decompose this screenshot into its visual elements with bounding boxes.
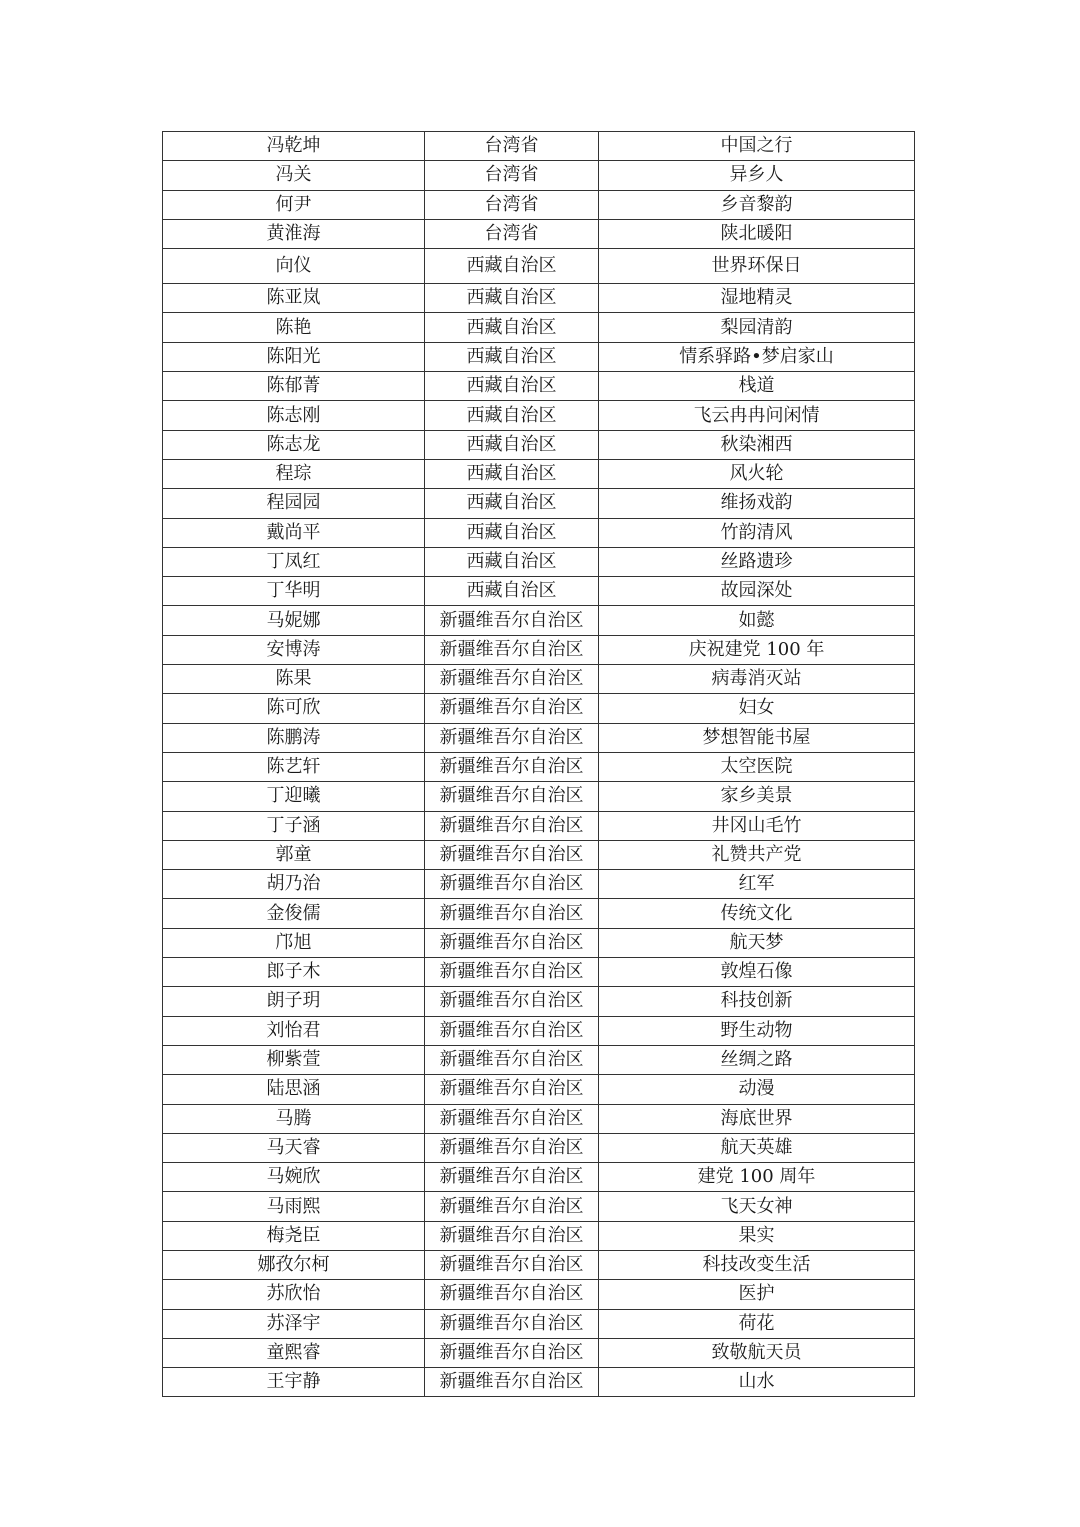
region-cell: 新疆维吾尔自治区 bbox=[425, 1016, 599, 1045]
region-cell: 新疆维吾尔自治区 bbox=[425, 1309, 599, 1338]
region-cell: 新疆维吾尔自治区 bbox=[425, 782, 599, 811]
work-title-cell: 红军 bbox=[599, 870, 915, 899]
author-name-cell: 刘怡君 bbox=[163, 1016, 425, 1045]
region-cell: 西藏自治区 bbox=[425, 459, 599, 488]
author-name-cell: 马妮娜 bbox=[163, 606, 425, 635]
region-cell: 西藏自治区 bbox=[425, 401, 599, 430]
author-name-cell: 安博涛 bbox=[163, 635, 425, 664]
author-name-cell: 陈亚岚 bbox=[163, 284, 425, 313]
author-name-cell: 丁华明 bbox=[163, 577, 425, 606]
author-name-cell: 陈艳 bbox=[163, 313, 425, 342]
author-name-cell: 王宇静 bbox=[163, 1368, 425, 1397]
table-row bbox=[163, 190, 915, 219]
author-name-cell: 马雨熙 bbox=[163, 1192, 425, 1221]
region-cell: 新疆维吾尔自治区 bbox=[425, 870, 599, 899]
table-row bbox=[163, 401, 915, 430]
work-title-cell: 航天梦 bbox=[599, 928, 915, 957]
work-title-cell: 情系驿路•梦启家山 bbox=[599, 342, 915, 371]
region-cell: 西藏自治区 bbox=[425, 518, 599, 547]
author-name-cell: 马腾 bbox=[163, 1104, 425, 1133]
work-title-cell: 航天英雄 bbox=[599, 1133, 915, 1162]
region-cell: 新疆维吾尔自治区 bbox=[425, 1075, 599, 1104]
table-row bbox=[163, 782, 915, 811]
work-title-cell: 妇女 bbox=[599, 694, 915, 723]
table-row bbox=[163, 1368, 915, 1397]
region-cell: 新疆维吾尔自治区 bbox=[425, 665, 599, 694]
region-cell: 新疆维吾尔自治区 bbox=[425, 1045, 599, 1074]
table-row bbox=[163, 928, 915, 957]
author-name-cell: 郭童 bbox=[163, 840, 425, 869]
work-title-cell: 野生动物 bbox=[599, 1016, 915, 1045]
table-row bbox=[163, 547, 915, 576]
author-name-cell: 陈鹏涛 bbox=[163, 723, 425, 752]
region-cell: 新疆维吾尔自治区 bbox=[425, 1250, 599, 1279]
table-row bbox=[163, 752, 915, 781]
table-row bbox=[163, 811, 915, 840]
work-title-cell: 陕北暖阳 bbox=[599, 219, 915, 248]
table-row bbox=[163, 1016, 915, 1045]
work-title-cell: 病毒消灭站 bbox=[599, 665, 915, 694]
author-name-cell: 丁凤红 bbox=[163, 547, 425, 576]
work-title-cell: 果实 bbox=[599, 1221, 915, 1250]
work-title-cell: 乡音黎韵 bbox=[599, 190, 915, 219]
region-cell: 西藏自治区 bbox=[425, 489, 599, 518]
region-cell: 西藏自治区 bbox=[425, 430, 599, 459]
work-title-cell: 医护 bbox=[599, 1280, 915, 1309]
table-row bbox=[163, 1221, 915, 1250]
work-title-cell: 竹韵清风 bbox=[599, 518, 915, 547]
work-title-cell: 风火轮 bbox=[599, 459, 915, 488]
region-cell: 新疆维吾尔自治区 bbox=[425, 752, 599, 781]
work-title-cell: 井冈山毛竹 bbox=[599, 811, 915, 840]
author-name-cell: 郎子木 bbox=[163, 958, 425, 987]
region-cell: 新疆维吾尔自治区 bbox=[425, 723, 599, 752]
work-title-cell: 科技创新 bbox=[599, 987, 915, 1016]
work-title-cell: 致敬航天员 bbox=[599, 1338, 915, 1367]
award-list-table bbox=[162, 131, 915, 1397]
region-cell: 台湾省 bbox=[425, 190, 599, 219]
author-name-cell: 向仪 bbox=[163, 249, 425, 284]
award-list-body bbox=[163, 132, 915, 1397]
region-cell: 新疆维吾尔自治区 bbox=[425, 635, 599, 664]
work-title-cell: 飞天女神 bbox=[599, 1192, 915, 1221]
author-name-cell: 戴尚平 bbox=[163, 518, 425, 547]
author-name-cell: 金俊儒 bbox=[163, 899, 425, 928]
work-title-cell: 家乡美景 bbox=[599, 782, 915, 811]
author-name-cell: 陈艺轩 bbox=[163, 752, 425, 781]
work-title-cell: 山水 bbox=[599, 1368, 915, 1397]
table-row bbox=[163, 1280, 915, 1309]
table-row bbox=[163, 1309, 915, 1338]
author-name-cell: 陈郁菁 bbox=[163, 372, 425, 401]
region-cell: 新疆维吾尔自治区 bbox=[425, 899, 599, 928]
table-row bbox=[163, 518, 915, 547]
author-name-cell: 苏泽宇 bbox=[163, 1309, 425, 1338]
region-cell: 新疆维吾尔自治区 bbox=[425, 1338, 599, 1367]
table-row bbox=[163, 284, 915, 313]
region-cell: 台湾省 bbox=[425, 161, 599, 190]
region-cell: 台湾省 bbox=[425, 219, 599, 248]
table-row bbox=[163, 1192, 915, 1221]
work-title-cell: 传统文化 bbox=[599, 899, 915, 928]
author-name-cell: 黄淮海 bbox=[163, 219, 425, 248]
work-title-cell: 湿地精灵 bbox=[599, 284, 915, 313]
region-cell: 新疆维吾尔自治区 bbox=[425, 1192, 599, 1221]
author-name-cell: 童熙睿 bbox=[163, 1338, 425, 1367]
author-name-cell: 邝旭 bbox=[163, 928, 425, 957]
table-row bbox=[163, 987, 915, 1016]
author-name-cell: 何尹 bbox=[163, 190, 425, 219]
table-row bbox=[163, 1163, 915, 1192]
region-cell: 西藏自治区 bbox=[425, 372, 599, 401]
author-name-cell: 陈志龙 bbox=[163, 430, 425, 459]
region-cell: 西藏自治区 bbox=[425, 284, 599, 313]
region-cell: 新疆维吾尔自治区 bbox=[425, 1280, 599, 1309]
author-name-cell: 胡乃治 bbox=[163, 870, 425, 899]
table-row bbox=[163, 161, 915, 190]
author-name-cell: 陈可欣 bbox=[163, 694, 425, 723]
table-row bbox=[163, 249, 915, 284]
table-row bbox=[163, 899, 915, 928]
table-row bbox=[163, 1250, 915, 1279]
region-cell: 西藏自治区 bbox=[425, 342, 599, 371]
region-cell: 新疆维吾尔自治区 bbox=[425, 1104, 599, 1133]
work-title-cell: 梦想智能书屋 bbox=[599, 723, 915, 752]
region-cell: 新疆维吾尔自治区 bbox=[425, 1133, 599, 1162]
author-name-cell: 苏欣怡 bbox=[163, 1280, 425, 1309]
work-title-cell: 秋染湘西 bbox=[599, 430, 915, 459]
region-cell: 新疆维吾尔自治区 bbox=[425, 1368, 599, 1397]
work-title-cell: 世界环保日 bbox=[599, 249, 915, 284]
author-name-cell: 陈阳光 bbox=[163, 342, 425, 371]
work-title-cell: 海底世界 bbox=[599, 1104, 915, 1133]
work-title-cell: 科技改变生活 bbox=[599, 1250, 915, 1279]
region-cell: 西藏自治区 bbox=[425, 547, 599, 576]
work-title-cell: 维扬戏韵 bbox=[599, 489, 915, 518]
region-cell: 新疆维吾尔自治区 bbox=[425, 928, 599, 957]
table-row bbox=[163, 577, 915, 606]
region-cell: 台湾省 bbox=[425, 132, 599, 161]
author-name-cell: 冯乾坤 bbox=[163, 132, 425, 161]
table-row bbox=[163, 1104, 915, 1133]
author-name-cell: 娜孜尔柯 bbox=[163, 1250, 425, 1279]
work-title-cell: 动漫 bbox=[599, 1075, 915, 1104]
region-cell: 新疆维吾尔自治区 bbox=[425, 1221, 599, 1250]
region-cell: 西藏自治区 bbox=[425, 313, 599, 342]
table-row bbox=[163, 606, 915, 635]
work-title-cell: 中国之行 bbox=[599, 132, 915, 161]
region-cell: 新疆维吾尔自治区 bbox=[425, 606, 599, 635]
work-title-cell: 故园深处 bbox=[599, 577, 915, 606]
author-name-cell: 丁迎曦 bbox=[163, 782, 425, 811]
table-row bbox=[163, 430, 915, 459]
author-name-cell: 程园园 bbox=[163, 489, 425, 518]
table-row bbox=[163, 372, 915, 401]
table-row bbox=[163, 1045, 915, 1074]
work-title-cell: 敦煌石像 bbox=[599, 958, 915, 987]
work-title-cell: 栈道 bbox=[599, 372, 915, 401]
region-cell: 西藏自治区 bbox=[425, 577, 599, 606]
work-title-cell: 庆祝建党 100 年 bbox=[599, 635, 915, 664]
table-row bbox=[163, 313, 915, 342]
table-row bbox=[163, 958, 915, 987]
work-title-cell: 荷花 bbox=[599, 1309, 915, 1338]
work-title-cell: 丝路遗珍 bbox=[599, 547, 915, 576]
table-row bbox=[163, 132, 915, 161]
table-row bbox=[163, 219, 915, 248]
region-cell: 新疆维吾尔自治区 bbox=[425, 1163, 599, 1192]
table-row bbox=[163, 459, 915, 488]
table-row bbox=[163, 723, 915, 752]
work-title-cell: 飞云冉冉问闲情 bbox=[599, 401, 915, 430]
table-row bbox=[163, 1338, 915, 1367]
table-row bbox=[163, 1133, 915, 1162]
author-name-cell: 陆思涵 bbox=[163, 1075, 425, 1104]
author-name-cell: 陈志刚 bbox=[163, 401, 425, 430]
table-row bbox=[163, 870, 915, 899]
work-title-cell: 太空医院 bbox=[599, 752, 915, 781]
author-name-cell: 陈果 bbox=[163, 665, 425, 694]
work-title-cell: 建党 100 周年 bbox=[599, 1163, 915, 1192]
table-row bbox=[163, 342, 915, 371]
author-name-cell: 冯关 bbox=[163, 161, 425, 190]
table-row bbox=[163, 1075, 915, 1104]
author-name-cell: 梅尧臣 bbox=[163, 1221, 425, 1250]
work-title-cell: 梨园清韵 bbox=[599, 313, 915, 342]
region-cell: 新疆维吾尔自治区 bbox=[425, 694, 599, 723]
work-title-cell: 丝绸之路 bbox=[599, 1045, 915, 1074]
table-row bbox=[163, 635, 915, 664]
table-row bbox=[163, 840, 915, 869]
table-row bbox=[163, 694, 915, 723]
region-cell: 新疆维吾尔自治区 bbox=[425, 811, 599, 840]
region-cell: 新疆维吾尔自治区 bbox=[425, 958, 599, 987]
author-name-cell: 柳紫萱 bbox=[163, 1045, 425, 1074]
table-row bbox=[163, 665, 915, 694]
region-cell: 新疆维吾尔自治区 bbox=[425, 987, 599, 1016]
author-name-cell: 马婉欣 bbox=[163, 1163, 425, 1192]
region-cell: 西藏自治区 bbox=[425, 249, 599, 284]
work-title-cell: 异乡人 bbox=[599, 161, 915, 190]
region-cell: 新疆维吾尔自治区 bbox=[425, 840, 599, 869]
work-title-cell: 如懿 bbox=[599, 606, 915, 635]
author-name-cell: 丁子涵 bbox=[163, 811, 425, 840]
work-title-cell: 礼赞共产党 bbox=[599, 840, 915, 869]
author-name-cell: 朗子玥 bbox=[163, 987, 425, 1016]
table-row bbox=[163, 489, 915, 518]
author-name-cell: 马天睿 bbox=[163, 1133, 425, 1162]
author-name-cell: 程琮 bbox=[163, 459, 425, 488]
